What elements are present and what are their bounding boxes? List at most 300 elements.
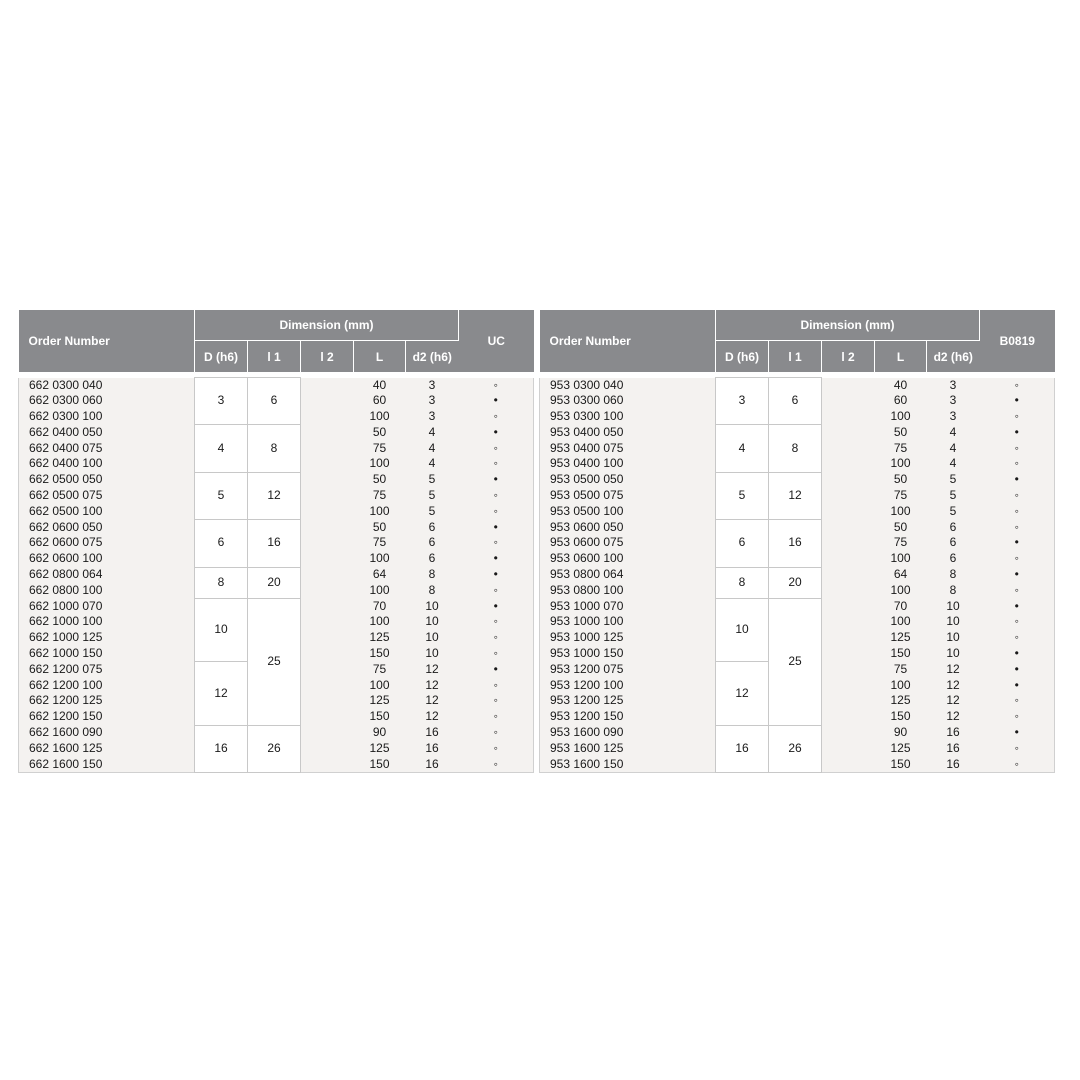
diameter-cell: 4 [716,425,769,472]
l2-cell [301,378,354,394]
l1-cell: 20 [248,567,301,599]
d2-cell: 5 [927,472,980,488]
length-cell: 75 [354,662,406,678]
d2-cell: 10 [927,646,980,662]
d2-cell: 6 [406,551,459,567]
table-row [19,567,534,583]
length-cell: 100 [354,614,406,630]
order-number-cell: 953 0400 100 [540,456,716,472]
length-cell: 100 [354,551,406,567]
availability-cell: ◦ [459,709,534,725]
length-cell: 150 [354,757,406,773]
order-number-cell: 953 1200 100 [540,678,716,694]
table-row [19,725,534,741]
order-number-cell: 662 0800 100 [19,583,195,599]
d2-cell: 16 [927,757,980,773]
order-number-cell: 662 0500 100 [19,504,195,520]
availability-cell: • [980,425,1055,441]
l2-cell [822,693,875,709]
l2-cell [301,488,354,504]
table-row [540,472,1055,488]
availability-header: B0819 [980,310,1055,373]
order-number-cell: 662 0300 060 [19,393,195,409]
l2-cell [301,630,354,646]
availability-cell: ◦ [459,488,534,504]
l2-cell [822,441,875,457]
length-cell: 100 [354,456,406,472]
l2-cell [301,693,354,709]
length-cell: 100 [354,504,406,520]
availability-cell: ◦ [459,456,534,472]
availability-cell: ◦ [459,693,534,709]
availability-cell: • [980,393,1055,409]
length-cell: 100 [875,504,927,520]
d2-cell: 10 [927,630,980,646]
d2-cell: 5 [927,488,980,504]
d2-cell: 16 [406,741,459,757]
order-number-header: Order Number [19,310,195,373]
l2-cell [822,551,875,567]
l2-cell [822,535,875,551]
table-row [19,520,534,536]
d2-cell: 3 [927,378,980,394]
order-number-cell: 662 1000 150 [19,646,195,662]
l2-cell [822,409,875,425]
d2-cell: 10 [406,646,459,662]
length-cell: 100 [875,678,927,694]
d2-cell: 10 [406,630,459,646]
d2-cell: 12 [927,678,980,694]
l2-cell [822,599,875,615]
l2-cell [822,567,875,583]
length-cell: 75 [354,488,406,504]
availability-cell: ◦ [980,378,1055,394]
d2-cell: 3 [927,393,980,409]
availability-cell: ◦ [459,630,534,646]
table-row [19,378,534,394]
order-number-cell: 953 1000 125 [540,630,716,646]
l2-cell [301,520,354,536]
length-cell: 75 [354,441,406,457]
order-number-cell: 953 1000 100 [540,614,716,630]
l2-cell [301,567,354,583]
diameter-cell: 8 [195,567,248,599]
d2-cell: 12 [927,693,980,709]
length-cell: 50 [354,472,406,488]
order-number-cell: 662 1000 070 [19,599,195,615]
l1-cell: 26 [248,725,301,773]
order-number-cell: 953 0400 050 [540,425,716,441]
length-cell: 100 [354,678,406,694]
length-cell: 125 [354,741,406,757]
d2-cell: 12 [927,709,980,725]
l2-cell [301,504,354,520]
l2-cell [822,709,875,725]
col-length-header: L [875,341,927,373]
diameter-cell: 3 [195,378,248,425]
length-cell: 70 [354,599,406,615]
length-cell: 40 [875,378,927,394]
length-cell: 100 [875,614,927,630]
d2-cell: 5 [927,504,980,520]
order-number-cell: 662 1200 150 [19,709,195,725]
availability-cell: ◦ [980,520,1055,536]
diameter-cell: 6 [195,520,248,567]
order-number-cell: 662 0400 075 [19,441,195,457]
length-cell: 100 [354,409,406,425]
l1-cell: 8 [769,425,822,472]
l2-cell [301,646,354,662]
order-number-cell: 953 0300 060 [540,393,716,409]
l1-cell: 20 [769,567,822,599]
length-cell: 125 [354,693,406,709]
length-cell: 125 [354,630,406,646]
availability-cell: ◦ [459,741,534,757]
diameter-cell: 16 [195,725,248,773]
d2-cell: 16 [406,725,459,741]
l1-cell: 25 [248,599,301,725]
table-row [19,472,534,488]
col-d-header: D (h6) [716,341,769,373]
d2-cell: 4 [406,456,459,472]
diameter-cell: 3 [716,378,769,425]
order-number-cell: 953 0300 100 [540,409,716,425]
l2-cell [301,678,354,694]
l1-cell: 12 [248,472,301,519]
l2-cell [822,520,875,536]
order-number-cell: 662 0600 050 [19,520,195,536]
order-number-cell: 662 0500 050 [19,472,195,488]
l1-cell: 12 [769,472,822,519]
length-cell: 150 [875,757,927,773]
d2-cell: 16 [927,741,980,757]
availability-cell: ◦ [980,741,1055,757]
order-number-cell: 953 1600 150 [540,757,716,773]
order-number-cell: 953 1000 070 [540,599,716,615]
availability-cell: ◦ [459,441,534,457]
length-cell: 60 [354,393,406,409]
l2-cell [301,456,354,472]
order-number-cell: 953 1000 150 [540,646,716,662]
order-number-cell: 953 0500 075 [540,488,716,504]
availability-cell: ◦ [459,646,534,662]
l1-cell: 16 [248,520,301,567]
l2-cell [301,535,354,551]
d2-cell: 3 [406,409,459,425]
availability-cell: ◦ [459,378,534,394]
l2-cell [301,393,354,409]
d2-cell: 8 [927,583,980,599]
length-cell: 150 [875,646,927,662]
table-body [19,373,534,773]
l2-cell [301,583,354,599]
order-number-cell: 953 0600 100 [540,551,716,567]
length-cell: 75 [875,662,927,678]
l2-cell [822,393,875,409]
availability-cell: ◦ [980,583,1055,599]
length-cell: 90 [354,725,406,741]
d2-cell: 6 [406,520,459,536]
d2-cell: 12 [927,662,980,678]
availability-cell: • [980,678,1055,694]
diameter-cell: 12 [716,662,769,725]
order-number-cell: 662 1600 150 [19,757,195,773]
l1-cell: 6 [248,378,301,425]
l1-cell: 6 [769,378,822,425]
d2-cell: 5 [406,504,459,520]
d2-cell: 12 [406,693,459,709]
diameter-cell: 5 [716,472,769,519]
availability-cell: • [980,646,1055,662]
availability-cell: ◦ [980,504,1055,520]
availability-cell: • [980,662,1055,678]
order-number-cell: 662 1200 100 [19,678,195,694]
length-cell: 64 [875,567,927,583]
length-cell: 150 [875,709,927,725]
product-table-left [18,310,534,773]
l2-cell [301,472,354,488]
l2-cell [822,456,875,472]
availability-cell: ◦ [980,488,1055,504]
table-body [540,373,1055,773]
length-cell: 125 [875,741,927,757]
l2-cell [822,630,875,646]
length-cell: 150 [354,709,406,725]
order-number-cell: 662 1200 125 [19,693,195,709]
length-cell: 70 [875,599,927,615]
order-number-cell: 953 0400 075 [540,441,716,457]
length-cell: 75 [875,488,927,504]
length-cell: 75 [354,535,406,551]
order-number-cell: 662 0400 050 [19,425,195,441]
length-cell: 100 [875,551,927,567]
order-number-cell: 662 1600 125 [19,741,195,757]
availability-cell: ◦ [980,551,1055,567]
diameter-cell: 8 [716,567,769,599]
d2-cell: 12 [406,709,459,725]
col-l1-header: l 1 [769,341,822,373]
availability-cell: • [459,393,534,409]
d2-cell: 4 [927,441,980,457]
availability-header: UC [459,310,534,373]
l2-cell [301,725,354,741]
d2-cell: 8 [406,567,459,583]
l1-cell: 26 [769,725,822,773]
order-number-header: Order Number [540,310,716,373]
d2-cell: 5 [406,472,459,488]
d2-cell: 3 [406,393,459,409]
l1-cell: 16 [769,520,822,567]
availability-cell: ◦ [980,614,1055,630]
l2-cell [301,551,354,567]
table-row [540,425,1055,441]
l2-cell [301,614,354,630]
order-number-cell: 662 0500 075 [19,488,195,504]
l2-cell [822,488,875,504]
col-length-header: L [354,341,406,373]
table-row [540,567,1055,583]
l2-cell [301,425,354,441]
l2-cell [301,662,354,678]
availability-cell: • [459,425,534,441]
d2-cell: 10 [927,614,980,630]
order-number-cell: 953 0600 050 [540,520,716,536]
availability-cell: • [459,662,534,678]
l2-cell [822,504,875,520]
length-cell: 90 [875,725,927,741]
col-d2-header: d2 (h6) [406,341,459,373]
order-number-cell: 662 1200 075 [19,662,195,678]
order-number-cell: 662 0800 064 [19,567,195,583]
length-cell: 64 [354,567,406,583]
length-cell: 100 [354,583,406,599]
length-cell: 150 [354,646,406,662]
order-number-cell: 953 0800 100 [540,583,716,599]
col-l2-header: l 2 [822,341,875,373]
order-number-cell: 953 0500 100 [540,504,716,520]
l2-cell [822,678,875,694]
availability-cell: ◦ [459,535,534,551]
length-cell: 50 [875,472,927,488]
d2-cell: 6 [927,535,980,551]
l2-cell [822,741,875,757]
product-table-right [539,310,1055,773]
availability-cell: ◦ [459,614,534,630]
l2-cell [822,662,875,678]
length-cell: 125 [875,630,927,646]
length-cell: 50 [875,425,927,441]
diameter-cell: 10 [195,599,248,662]
d2-cell: 6 [927,551,980,567]
l2-cell [301,757,354,773]
order-number-cell: 953 1600 125 [540,741,716,757]
l2-cell [822,378,875,394]
table-row [19,599,534,615]
d2-cell: 3 [927,409,980,425]
length-cell: 100 [875,583,927,599]
table-row [19,425,534,441]
availability-cell: ◦ [459,504,534,520]
order-number-cell: 662 0600 075 [19,535,195,551]
availability-cell: • [459,599,534,615]
d2-cell: 16 [406,757,459,773]
order-number-cell: 953 1200 125 [540,693,716,709]
availability-cell: ◦ [459,409,534,425]
diameter-cell: 6 [716,520,769,567]
order-number-cell: 662 1000 125 [19,630,195,646]
order-number-cell: 953 0300 040 [540,378,716,394]
dimension-header: Dimension (mm) [195,310,459,341]
d2-cell: 5 [406,488,459,504]
l1-cell: 25 [769,599,822,725]
table-row [540,599,1055,615]
col-l2-header: l 2 [301,341,354,373]
availability-cell: ◦ [980,630,1055,646]
length-cell: 75 [875,441,927,457]
length-cell: 125 [875,693,927,709]
availability-cell: ◦ [980,757,1055,773]
l2-cell [822,472,875,488]
availability-cell: • [980,725,1055,741]
d2-cell: 12 [406,678,459,694]
availability-cell: • [980,472,1055,488]
l2-cell [822,725,875,741]
d2-cell: 8 [406,583,459,599]
l2-cell [301,709,354,725]
l2-cell [822,646,875,662]
length-cell: 100 [875,456,927,472]
order-number-cell: 662 0400 100 [19,456,195,472]
availability-cell: • [459,520,534,536]
availability-cell: ◦ [459,725,534,741]
col-l1-header: l 1 [248,341,301,373]
order-number-cell: 953 0800 064 [540,567,716,583]
d2-cell: 10 [927,599,980,615]
table-row [540,725,1055,741]
l2-cell [301,741,354,757]
d2-cell: 12 [406,662,459,678]
order-number-cell: 662 0300 100 [19,409,195,425]
availability-cell: ◦ [459,757,534,773]
l2-cell [301,441,354,457]
d2-cell: 6 [927,520,980,536]
l2-cell [822,757,875,773]
availability-cell: ◦ [980,693,1055,709]
l1-cell: 8 [248,425,301,472]
availability-cell: ◦ [980,441,1055,457]
availability-cell: • [980,535,1055,551]
availability-cell: • [980,599,1055,615]
length-cell: 60 [875,393,927,409]
table-row [540,378,1055,394]
diameter-cell: 16 [716,725,769,773]
availability-cell: ◦ [980,409,1055,425]
l2-cell [822,583,875,599]
length-cell: 50 [354,425,406,441]
order-number-cell: 662 0300 040 [19,378,195,394]
diameter-cell: 12 [195,662,248,725]
order-number-cell: 953 1200 075 [540,662,716,678]
table-row [540,520,1055,536]
length-cell: 50 [875,520,927,536]
l2-cell [301,409,354,425]
d2-cell: 4 [927,456,980,472]
d2-cell: 10 [406,614,459,630]
diameter-cell: 4 [195,425,248,472]
availability-cell: ◦ [459,583,534,599]
length-cell: 50 [354,520,406,536]
availability-cell: ◦ [980,709,1055,725]
length-cell: 100 [875,409,927,425]
order-number-cell: 953 1200 150 [540,709,716,725]
order-number-cell: 953 0600 075 [540,535,716,551]
col-d-header: D (h6) [195,341,248,373]
length-cell: 75 [875,535,927,551]
d2-cell: 4 [406,425,459,441]
col-d2-header: d2 (h6) [927,341,980,373]
availability-cell: • [980,567,1055,583]
d2-cell: 3 [406,378,459,394]
availability-cell: • [459,551,534,567]
availability-cell: • [459,472,534,488]
order-number-cell: 662 1000 100 [19,614,195,630]
availability-cell: ◦ [980,456,1055,472]
l2-cell [301,599,354,615]
dimension-header: Dimension (mm) [716,310,980,341]
length-cell: 40 [354,378,406,394]
diameter-cell: 10 [716,599,769,662]
d2-cell: 10 [406,599,459,615]
